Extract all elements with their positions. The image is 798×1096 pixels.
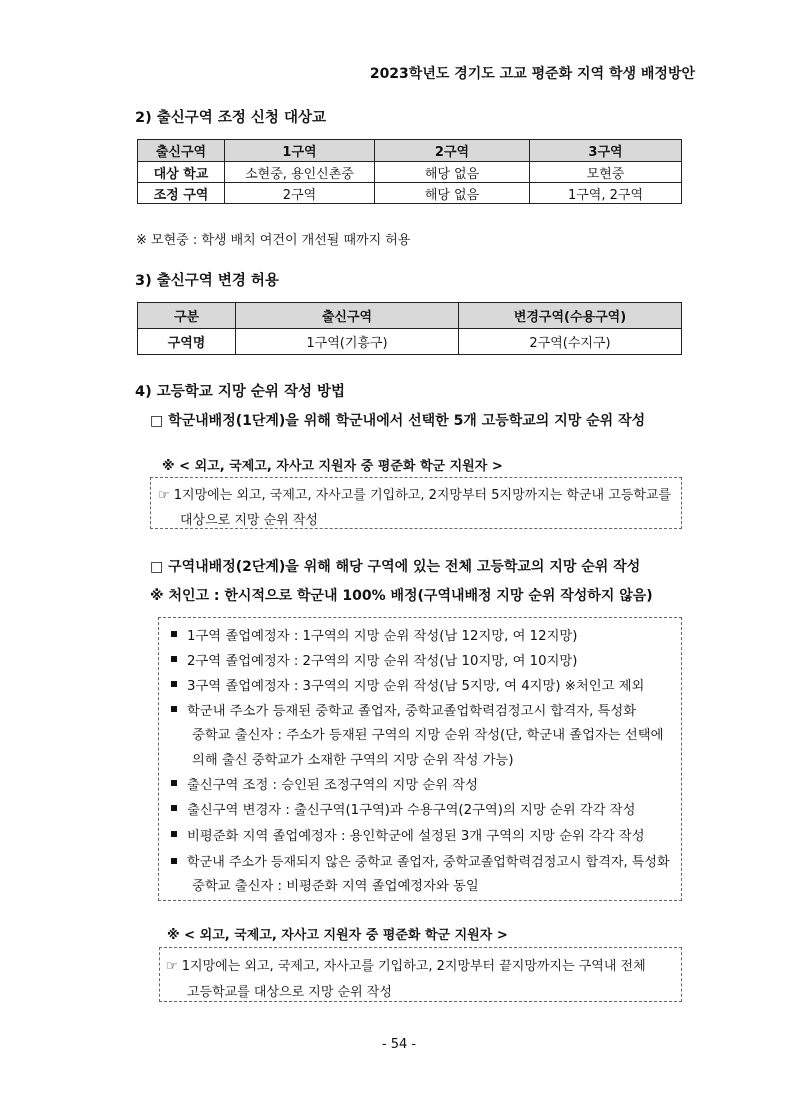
notice-box-2-line: 고등학교를 대상으로 지망 순위 작성 (187, 985, 392, 1000)
section-3-title: 3) 출신구역 변경 허용 (135, 273, 279, 289)
table-header-cell: 변경구역(수용구역) (459, 303, 682, 329)
list-item-continuation: 중학교 출신자 : 주소가 등재된 구역의 지망 순위 작성(단, 학군내 졸업자는 선택에 (192, 728, 664, 743)
table-cell: 대상 학교 (138, 162, 225, 183)
list-item: 학군내 주소가 등재되지 않은 중학교 졸업자, 중학교졸업학력검정고시 합격자, 특성화 (171, 851, 670, 870)
square-bullet-icon (171, 805, 177, 811)
table-header-cell: 1구역 (225, 140, 375, 162)
notice-box-1-line: 대상으로 지망 순위 작성 (180, 513, 318, 528)
table-cell: 조정 구역 (138, 183, 225, 204)
square-bullet-icon (171, 706, 177, 712)
square-bullet-icon (171, 858, 177, 864)
table-header-cell: 출신구역 (138, 140, 225, 162)
notice-box-1-line: ☞ 1지망에는 외고, 국제고, 자사고를 기입하고, 2지망부터 5지망까지는 학군내 고등학교를 (158, 488, 672, 503)
table-cell: 2구역 (225, 183, 375, 204)
list-item: 출신구역 조정 : 승인된 조정구역의 지망 순위 작성 (171, 774, 478, 793)
square-bullet-icon (171, 831, 177, 837)
item-3-note: ※ < 외고, 국제고, 자사고 지원자 중 평준화 학군 지원자 > (167, 928, 508, 943)
table-header-cell: 3구역 (530, 140, 682, 162)
list-item-continuation: 의해 출신 중학교가 소재한 구역의 지망 순위 작성 가능) (192, 753, 514, 768)
item-school-district-rank: □ 학군내배정(1단계)을 위해 학군내에서 선택한 5개 고등학교의 지망 순위 작성 (150, 413, 646, 429)
list-item: 1구역 졸업예정자 : 1구역의 지망 순위 작성(남 12지망, 여 12지망) (171, 625, 577, 644)
square-bullet-icon (171, 681, 177, 687)
list-item: 비평준화 지역 졸업예정자 : 용인학군에 설정된 3개 구역의 지망 순위 각각 작성 (171, 825, 645, 844)
table-header-cell: 구분 (138, 303, 236, 329)
notice-box-2-line: ☞ 1지망에는 외고, 국제고, 자사고를 기입하고, 2지망부터 끝지망까지는 구역내 전체 (166, 959, 646, 974)
square-bullet-icon (171, 656, 177, 662)
table-row (138, 162, 682, 183)
table-cell: 2구역(수지구) (459, 329, 682, 355)
item-zone-rank: □ 구역내배정(2단계)을 위해 해당 구역에 있는 전체 고등학교의 지망 순위 작성 (150, 559, 641, 575)
item-1-note: ※ < 외고, 국제고, 자사고 지원자 중 평준화 학군 지원자 > (162, 459, 503, 474)
item-2-note: ※ 처인고 : 한시적으로 학군내 100% 배정(구역내배정 지망 순위 작성하지 않음) (150, 588, 653, 604)
table-cell: 해당 없음 (375, 183, 530, 204)
table-cell: 1구역(기흥구) (236, 329, 459, 355)
table-row (138, 329, 682, 355)
section-2-note: ※ 모현중 : 학생 배치 여건이 개선될 때까지 허용 (136, 233, 411, 248)
table-header-cell: 출신구역 (236, 303, 459, 329)
list-item-continuation: 중학교 출신자 : 비평준화 지역 졸업예정자와 동일 (192, 879, 479, 894)
table-cell: 모현중 (530, 162, 682, 183)
table-cell: 소현중, 용인신촌중 (225, 162, 375, 183)
table-cell: 구역명 (138, 329, 236, 355)
table-row (138, 183, 682, 204)
list-item: 2구역 졸업예정자 : 2구역의 지망 순위 작성(남 10지망, 여 10지망) (171, 650, 577, 669)
table-cell: 1구역, 2구역 (530, 183, 682, 204)
section-4-title: 4) 고등학교 지망 순위 작성 방법 (135, 384, 346, 400)
list-item: 학군내 주소가 등재된 중학교 졸업자, 중학교졸업학력검정고시 합격자, 특성화 (171, 700, 636, 719)
list-item: 3구역 졸업예정자 : 3구역의 지망 순위 작성(남 5지망, 여 4지망) ※처인고 제외 (171, 675, 644, 694)
district-change-table (137, 302, 682, 355)
square-bullet-icon (171, 631, 177, 637)
document-header: 2023학년도 경기도 고교 평준화 지역 학생 배정방안 (369, 66, 695, 82)
table-header-cell: 2구역 (375, 140, 530, 162)
section-2-title: 2) 출신구역 조정 신청 대상교 (135, 110, 326, 126)
table-cell: 해당 없음 (375, 162, 530, 183)
list-item: 출신구역 변경자 : 출신구역(1구역)과 수용구역(2구역)의 지망 순위 각각 작성 (171, 799, 635, 818)
district-adjust-table (137, 139, 682, 204)
square-bullet-icon (171, 780, 177, 786)
page-number: - 54 - (381, 1037, 417, 1052)
